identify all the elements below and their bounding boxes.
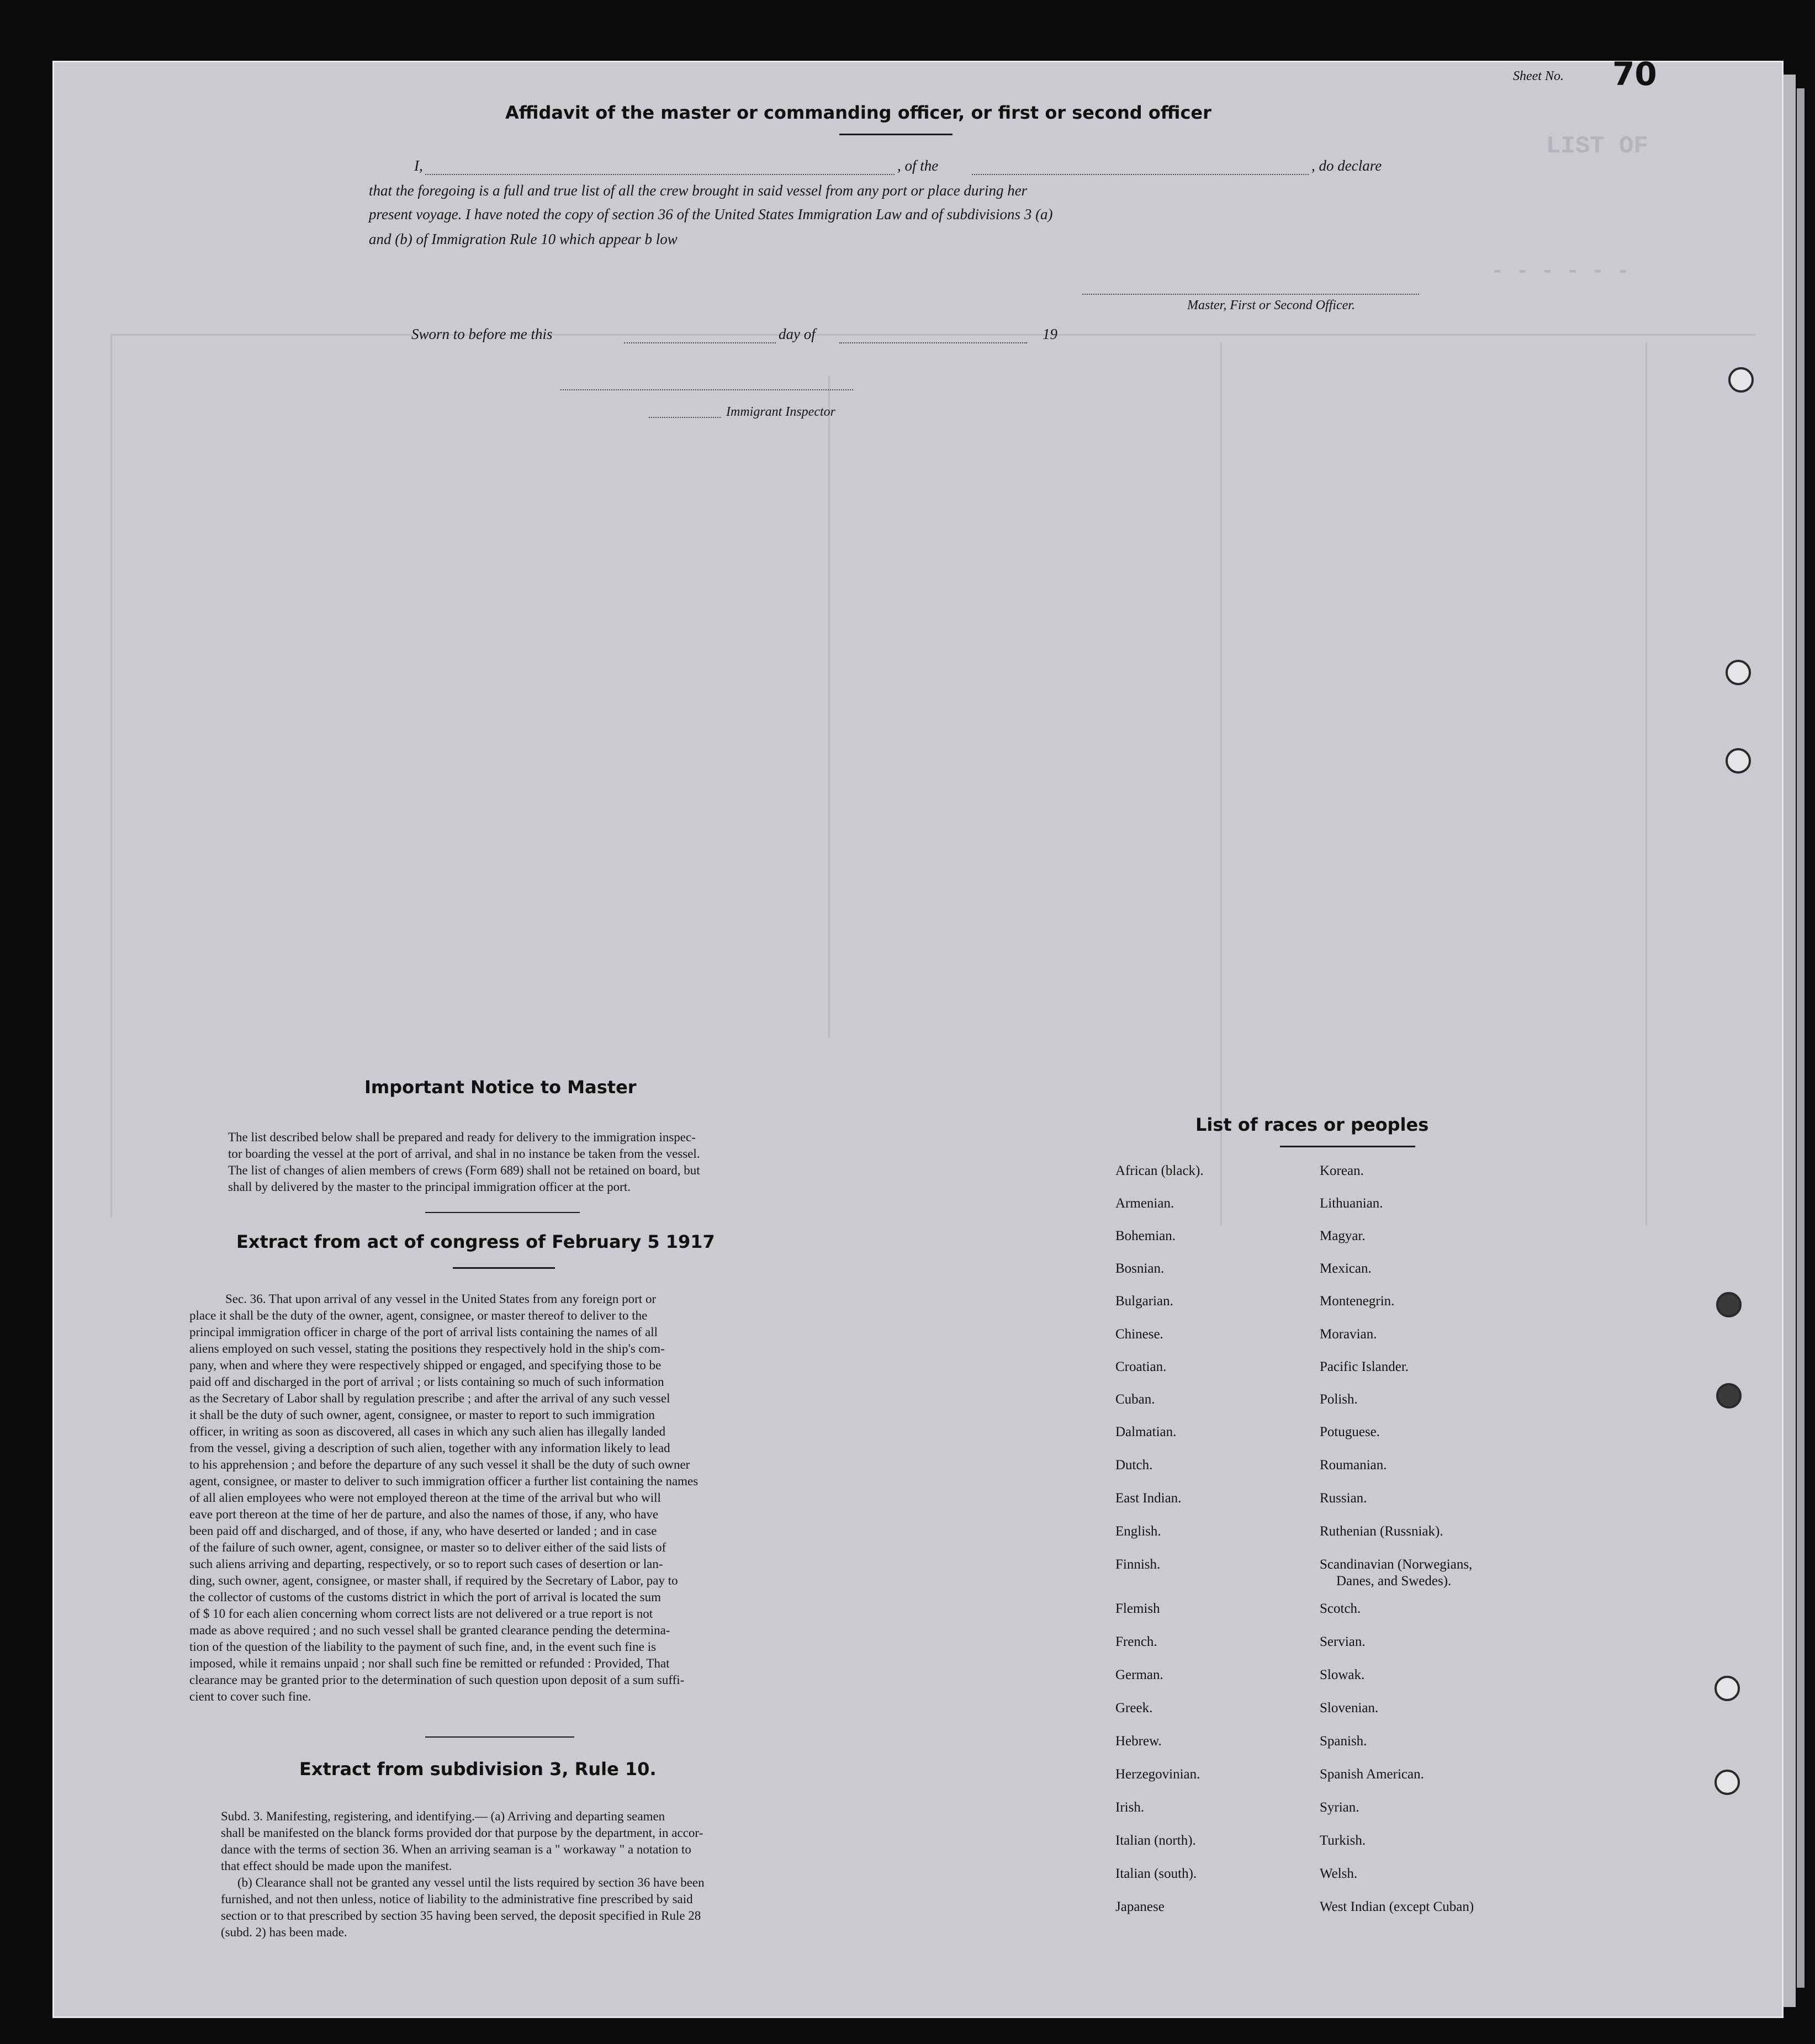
- race-item: African (black).: [1115, 1163, 1204, 1178]
- sworn-month-line: [839, 342, 1027, 343]
- race-item: Bulgarian.: [1115, 1294, 1173, 1309]
- paper-edge: [1784, 75, 1796, 2007]
- sheet-number: 70: [1612, 55, 1657, 93]
- race-item-continuation: Danes, and Swedes).: [1336, 1574, 1452, 1588]
- race-item: French.: [1115, 1634, 1157, 1649]
- race-item: Japanese: [1115, 1899, 1165, 1914]
- divider: [1280, 1146, 1415, 1147]
- race-item: Croatian.: [1115, 1359, 1167, 1374]
- bleed-grid-line: [110, 334, 1756, 336]
- binder-hole: [1726, 660, 1751, 685]
- race-item: Montenegrin.: [1320, 1294, 1395, 1309]
- bleed-grid-line: [828, 375, 830, 1038]
- binder-hole: [1726, 748, 1751, 774]
- sworn-label: Sworn to before me this: [411, 326, 553, 342]
- notice-text: The list described below shall be prepared and ready for delivery to the immigration inspec- tor boarding the vessel at the port of arrival, and shal in no instance be taken from the vessel. The list of changes of alien members of crews (Form 689) shall not be retained on board, but shall by delivered by the master to the principal immigration officer at the port.: [228, 1130, 700, 1194]
- race-item: Roumanian.: [1320, 1458, 1387, 1473]
- race-item: Slovenian.: [1320, 1701, 1379, 1715]
- race-item: Spanish.: [1320, 1734, 1367, 1749]
- signature-line: [1082, 294, 1419, 295]
- binder-hole: [1715, 1676, 1740, 1701]
- bleed-grid-line: [1220, 342, 1222, 1226]
- affidavit-i-label: I,: [414, 157, 423, 174]
- divider: [839, 134, 953, 135]
- race-item: East Indian.: [1115, 1491, 1182, 1506]
- race-item: Slowak.: [1320, 1667, 1365, 1682]
- race-item: Turkish.: [1320, 1833, 1366, 1848]
- extract-act-title: Extract from act of congress of February 5 1917: [236, 1231, 715, 1252]
- sworn-day-line: [624, 342, 776, 343]
- bleed-through-text: - - - - - -: [1491, 260, 1629, 283]
- bleed-through-text: LIST OF: [1546, 133, 1648, 160]
- document-sheet: [52, 61, 1784, 2018]
- race-item: Moravian.: [1320, 1327, 1377, 1342]
- affidavit-line-4: and (b) of Immigration Rule 10 which appear b low: [369, 231, 678, 247]
- race-item: Russian.: [1320, 1491, 1367, 1506]
- affidavit-of-the-label: , of the: [897, 157, 939, 174]
- race-item: Finnish.: [1115, 1557, 1161, 1572]
- race-item: Hebrew.: [1115, 1734, 1162, 1749]
- affidavit-declare-label: , do declare: [1311, 157, 1382, 174]
- race-item: Ruthenian (Russniak).: [1320, 1524, 1443, 1539]
- race-item: Potuguese.: [1320, 1425, 1380, 1439]
- race-item: Magyar.: [1320, 1228, 1366, 1243]
- rule-10-text: Subd. 3. Manifesting, registering, and identifying.— (a) Arriving and departing seamen shall be manifested on the blanck forms provided dor that purpose by the department, in accor- dance with the terms of section 36. When an arriving seaman is a " workaway " a notation to that effect should be made upon the manifest. (b) Clearance shall not be granted any vessel until the lists required by section 36 have been furnished, and not then unless, notice of liability to the administrative fine prescribed by said section or to that prescribed by section 35 having been served, the deposit specified in Rule 28 (subd. 2) has been made.: [221, 1809, 705, 1939]
- section-36-text: Sec. 36. That upon arrival of any vessel in the United States from any foreign port or place it shall be the duty of the owner, agent, consignee, or master thereof to deliver to the principal immigration officer in charge of the port of arrival lists containing the names of all aliens employed on such vessel, stating the positions they respectively hold in the ship's com- pany, when and where they were respectively shipped or engaged, and specifying those to be paid off and discharged in the port of arrival ; or lists containing so much of such information as the Secretary of Labor shall by regulation prescribe ; and after the arrival of any such vessel it shall be the duty of such owner, agent, consignee, or master to report to such immigration officer, in writing as soon as discovered, all cases in which any such alien has illegally landed from the vessel, giving a description of such alien, together with any information likely to lead to his apprehension ; and before the departure of any such vessel it shall be the duty of such owner agent, consignee, or master to deliver to such immigration officer a further list containing the names of all alien employees who were not employed thereon at the time of the arrival but who will eave port thereon at the time of her de parture, and also the names of those, if any, who have been paid off and discharged, and of those, if any, who have deserted or landed ; and in case of the failure of such owner, agent, consignee, or master so to deliver either of the said lists of such aliens arriving and departing, respectively, or so to report such cases of desertion or lan- ding, such owner, agent, consignee, or master shall, if required by the Secretary of Labor, pay to the collector of customs of the customs district in which the port of arrival is located the sum of $ 10 for each alien concerning whom correct lists are not delivered or a true report is not made as above required ; and no such vessel shall be granted clearance pending the determina- tion of the question of the liability to the payment of such fine, and, in the event such fine is imposed, while it remains unpaid ; nor shall such fine be remitted or refunded : Provided, That clearance may be granted prior to the determination of such question upon deposit of a sum suffi- cient to cover such fine.: [189, 1292, 699, 1703]
- divider: [453, 1267, 555, 1269]
- divider: [425, 1212, 580, 1213]
- race-item: Polish.: [1320, 1392, 1358, 1407]
- race-item: Cuban.: [1115, 1392, 1155, 1407]
- race-item: Italian (south).: [1115, 1866, 1197, 1881]
- bleed-grid-line: [110, 334, 112, 1217]
- race-item: German.: [1115, 1667, 1163, 1682]
- binder-hole: [1728, 367, 1754, 393]
- race-item: Flemish: [1115, 1601, 1160, 1616]
- inspector-label: Immigrant Inspector: [726, 405, 835, 419]
- inspector-line: [649, 417, 721, 418]
- race-item: English.: [1115, 1524, 1161, 1539]
- affidavit-title: Affidavit of the master or commanding officer, or first or second officer: [505, 102, 1211, 123]
- race-item: West Indian (except Cuban): [1320, 1899, 1474, 1914]
- race-item: Irish.: [1115, 1800, 1145, 1815]
- bleed-grid-line: [1645, 342, 1647, 1226]
- race-item: Spanish American.: [1320, 1767, 1424, 1782]
- master-signature-label: Master, First or Second Officer.: [1187, 298, 1355, 313]
- race-item: Scandinavian (Norwegians,: [1320, 1557, 1473, 1572]
- affidavit-line-2: that the foregoing is a full and true list of all the crew brought in said vessel from any port or place during her: [369, 182, 1028, 199]
- races-title: List of races or peoples: [1195, 1114, 1429, 1135]
- year-label: 19: [1043, 326, 1057, 342]
- name-field-line: [425, 174, 895, 175]
- race-item: Dalmatian.: [1115, 1425, 1177, 1439]
- race-item: Armenian.: [1115, 1196, 1174, 1211]
- race-item: Herzegovinian.: [1115, 1767, 1200, 1782]
- sheet-label: Sheet No.: [1513, 69, 1564, 83]
- race-item: Greek.: [1115, 1701, 1153, 1715]
- race-item: Welsh.: [1320, 1866, 1358, 1881]
- divider: [425, 1736, 574, 1738]
- race-item: Chinese.: [1115, 1327, 1163, 1342]
- race-item: Syrian.: [1320, 1800, 1359, 1815]
- binder-hole-dark: [1716, 1383, 1742, 1408]
- paper-edge-shadow: [1797, 88, 1805, 1988]
- inspector-line-top: [560, 389, 853, 390]
- race-item: Servian.: [1320, 1634, 1366, 1649]
- race-item: Korean.: [1320, 1163, 1364, 1178]
- binder-hole-dark: [1716, 1292, 1742, 1317]
- affidavit-line-3: present voyage. I have noted the copy of section 36 of the United States Immigration Law and of subdivisions 3 (a): [369, 206, 1053, 223]
- notice-title: Important Notice to Master: [364, 1077, 637, 1098]
- extract-rule-title: Extract from subdivision 3, Rule 10.: [299, 1759, 657, 1780]
- day-of-label: day of: [779, 326, 816, 342]
- vessel-field-line: [972, 174, 1309, 175]
- race-item: Italian (north).: [1115, 1833, 1196, 1848]
- race-item: Bohemian.: [1115, 1228, 1176, 1243]
- race-item: Bosnian.: [1115, 1261, 1165, 1276]
- race-item: Mexican.: [1320, 1261, 1372, 1276]
- race-item: Scotch.: [1320, 1601, 1361, 1616]
- race-item: Lithuanian.: [1320, 1196, 1383, 1211]
- race-item: Dutch.: [1115, 1458, 1153, 1473]
- race-item: Pacific Islander.: [1320, 1359, 1409, 1374]
- binder-hole: [1715, 1770, 1740, 1795]
